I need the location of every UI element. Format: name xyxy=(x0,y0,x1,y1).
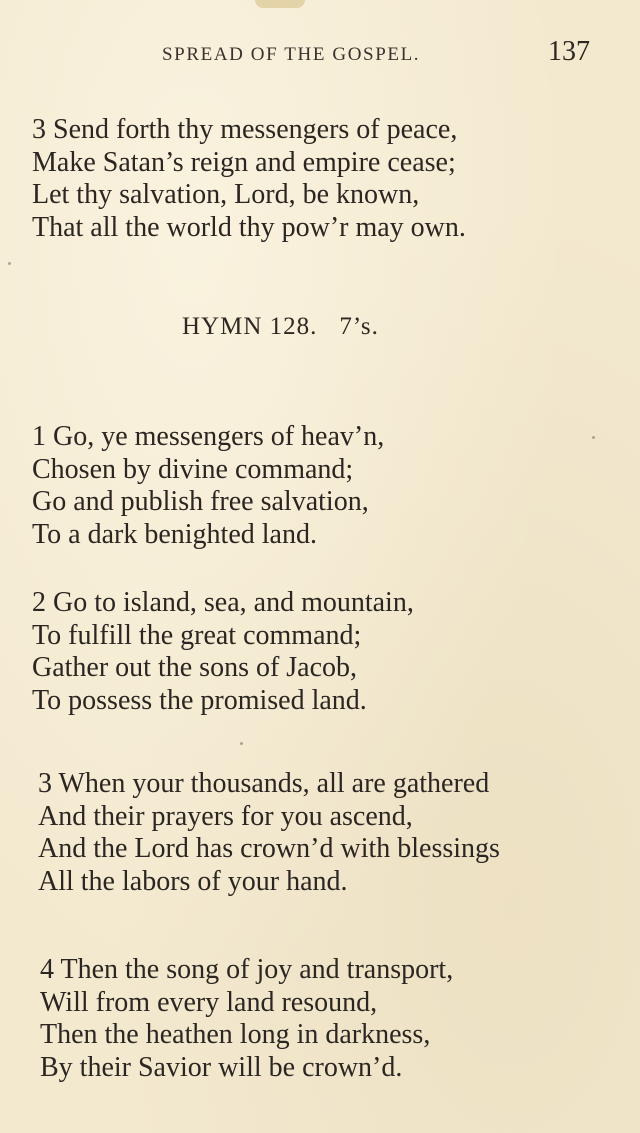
hymn-heading xyxy=(182,313,379,341)
stanza-line: Will from every land resound, xyxy=(40,986,378,1018)
stanza-line: And their prayers for you ascend, xyxy=(38,800,413,832)
stanza-line: 2 Go to island, sea, and mountain, xyxy=(32,587,414,618)
stanza-line: All the labors of your hand. xyxy=(38,865,348,897)
stanza-line: Go and publish free salvation, xyxy=(32,486,369,517)
hymn-stanza-3 xyxy=(38,768,500,898)
ink-speck xyxy=(8,262,11,265)
stanza-line: Let thy salvation, Lord, be known, xyxy=(32,179,420,210)
stanza-line: That all the world thy pow’r may own. xyxy=(32,211,466,243)
hymn-meter: 7’s. xyxy=(339,313,379,340)
stanza-line: Chosen by divine command; xyxy=(32,453,354,485)
stanza-line: To a dark benighted land. xyxy=(32,518,317,550)
stanza-line: To fulfill the great command; xyxy=(32,619,362,651)
stanza-line: 4 Then the song of joy and transport, xyxy=(40,954,454,985)
hymn-stanza-4 xyxy=(40,954,453,1084)
stanza-line: 3 When your thousands, all are gathered xyxy=(38,768,490,799)
stanza-line: 1 Go, ye messengers of heav’n, xyxy=(32,421,385,452)
running-head: SPREAD OF THE GOSPEL. xyxy=(162,44,421,65)
ink-speck xyxy=(592,436,595,439)
hymn-stanza-1 xyxy=(32,421,384,551)
stanza-line: 3 Send forth thy messengers of peace, xyxy=(32,114,458,145)
ink-speck xyxy=(240,742,243,745)
hymn-stanza-2 xyxy=(32,587,414,717)
stanza-line: Make Satan’s reign and empire cease; xyxy=(32,146,456,178)
stanza-line: To possess the promised land. xyxy=(32,684,367,716)
stanza-line: Then the heathen long in darkness, xyxy=(40,1019,431,1050)
stanza-line: By their Savior will be crown’d. xyxy=(40,1051,403,1083)
paper-stain xyxy=(255,0,305,8)
stanza-line: Gather out the sons of Jacob, xyxy=(32,652,358,683)
page-number: 137 xyxy=(548,36,590,67)
stanza-line: And the Lord has crown’d with blessings xyxy=(38,833,500,864)
prev-hymn-stanza xyxy=(32,114,466,244)
hymn-title: HYMN 128. xyxy=(182,313,318,340)
